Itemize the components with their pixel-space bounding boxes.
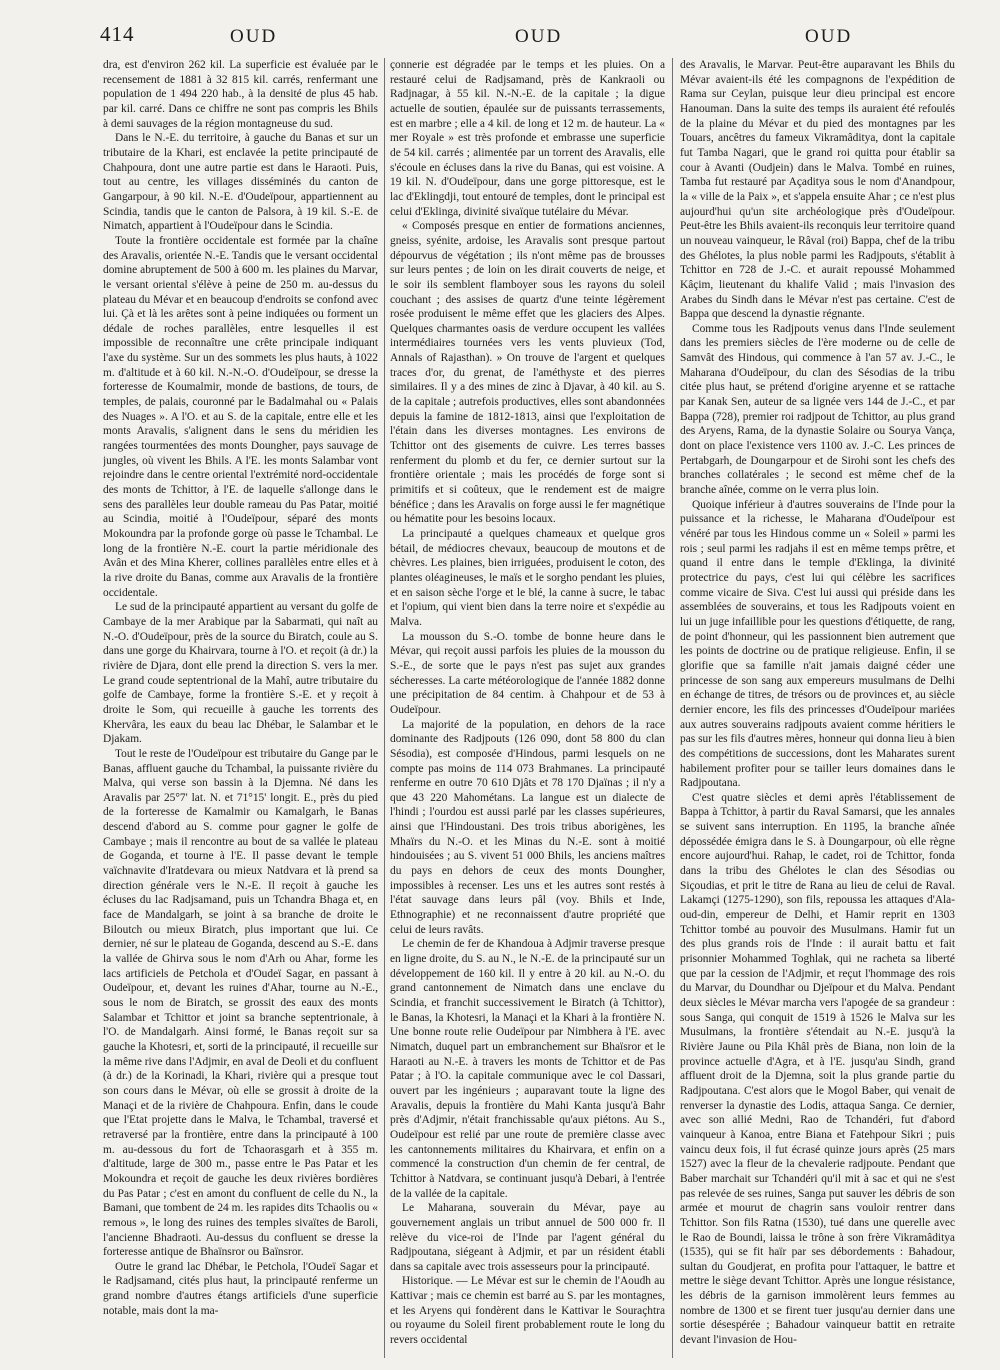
head-word-left: OUD xyxy=(230,26,278,47)
head-word-center: OUD xyxy=(515,26,563,47)
paragraph: Outre le grand lac Dhébar, le Petchola, l'Oudeï Sagar et le Radjsamand, cités plus haut, la principauté renferme un grand nombre d'autres étangs artificiels d'une superficie notable, mais dont la ma- xyxy=(103,1260,378,1317)
text-column-1 xyxy=(103,58,378,1358)
paragraph: Le sud de la principauté appartient au versant du golfe de Cambaye de la mer Arabique par la Sabarmati, qui naît au N.-O. d'Oudeïpour, près de la source du Biratch, coule au S. dans une gorge du Khairvara, tourne à l'O. et reçoit (à dr.) la rivière de Djara, dont elle prend la direction S. vers la mer. Le grand coude septentrional de la Mahî, autre tributaire du golfe de Cambaye, forme la frontière S.-E. et y reçoit à droite le Som, qui recueille à gauche les torrents des Khervâra, les eaux du beau lac Dhébar, le Salambar et le Djakam. xyxy=(103,601,378,746)
paragraph: çonnerie est dégradée par le temps et les pluies. On a restauré celui de Radjsamand, près de Kankraoli ou Radjnagar, à 55 kil. N.-N.-E. de la capitale ; la digue actuelle de soutien, épaulée sur de puissants terrassements, est en marbre ; elle a 4 kil. de long et 12 m. de hauteur. La « mer Royale » est très profonde et embrasse une superficie de 54 kil. carrés ; alimentée par un torrent des Aravalis, elle s'écoule en écluses dans la rive du Banas, qui est voisine. A 19 kil. N. d'Oudeïpour, dans une gorge pittoresque, est le lac d'Eklingdji, tout entouré de temples, dont le principal est celui d'Eklinga, divinité sivaïque tutélaire du Mévar. xyxy=(390,59,665,218)
paragraph: Le chemin de fer de Khandoua à Adjmir traverse presque en ligne droite, du S. au N., le N.-E. de la principauté sur un développement de 160 kil. Il y entre à 20 kil. au N.-O. du grand cantonnement de Nimatch dans une enclave du Scindia, et franchit successivement le Biratch (à Tchittor), le Banas, la Khotesri, la Manaçi et la Khari à la frontière N. Une bonne route relie Oudeïpour par Nimbhera à l'E. avec Nimatch, duquel part un embranchement sur Bhaïsror et le Haraoti au N.-E. à travers les monts de Tchittor et de Pas Patar ; à l'O. la capitale communique avec le col Dassari, ouvert par les ingénieurs ; auparavant toute la ligne des Aravalis, depuis la frontière du Mahi Kanta jusqu'à Bahr près d'Adjmir, n'était franchissable qu'aux piétons. Au S., Oudeïpour est relié par une route de première classe avec les cantonnements militaires du Khairvara, et enfin on a commencé la construction d'un chemin de fer central, de Tchittor à Natdvara, se continuant jusqu'à Debari, à l'entrée de la vallée de la capitale. xyxy=(390,938,665,1200)
running-header xyxy=(100,22,980,52)
paragraph: Tout le reste de l'Oudeïpour est tributaire du Gange par le Banas, affluent gauche du Tchambal, la puissante rivière du Malva, qui verse son bassin à la Djemna. Né dans les Aravalis par 25°7' lat. N. et 71°15' longit. E., près du pied de la forteresse de Kamalmir ou Kamalgarh, le Banas descend d'abord au S. comme pour gagner le golfe de Cambaye ; mais il rencontre au bout de sa vallée le plateau de Goganda, et tourne à l'E. Il passe devant le temple vaïchnavite d'Iratdevara ou mieux Natdvara et là prend sa direction générale vers le N.-E. Il reçoit à gauche les écluses du lac Radjsamand, puis un Tchandra Bhaga et, en face de Mandalgarh, se joint à sa branche de droite le Biloutch ou mieux Biratch, plus important que lui. Ce dernier, né sur le plateau de Goganda, descend au S.-E. dans la vallée de Ghirva sous le nom d'Arh ou Ahar, forme les lacs artificiels de Petchola et d'Oudeï Sagar, en passant à Oudeïpour, et, devant les ruines d'Ahar, tourne au N.-E., sous le nom de Biratch, se grossit des eaux des monts Salambar et Tchittor et joint sa branche septentrionale, à l'O. de Mandalgarh. Ainsi formé, le Banas reçoit sur sa gauche la Khotesri, et, sorti de la principauté, il recueille sur la même rive dans l'Adjmir, en aval de Deoli et du confluent (à dr.) de la Korinadi, la Khari, rivière qui a presque tout son cours dans le Mévar, où elle se grossit à droite de la Manaçi et de la rivière de Chahpoura. Enfin, dans le coude que l'Etat projette dans le Malva, le Tchambal, traversé et retraversé par la frontière, entre dans la principauté à 100 m. au-dessous du fort de Tchaorasgarh et à 355 m. d'altitude, large de 300 m., passe entre le Pas Patar et les Mokoundra et reçoit de gauche les deux rivières bordières du Pas Patar ; c'est en amont du confluent de celle du N., la Bamani, que tombent de 24 m. les rapides dits Tchaolis ou « remous », le long des ruines des temples sivaïtes de Baroli, l'ancienne Bhadraoti. Au-dessus du confluent se dresse la forteresse antique de Bhaïnsror ou Baïnsror. xyxy=(103,747,378,1259)
page-number: 414 xyxy=(100,22,135,46)
paragraph: des Aravalis, le Marvar. Peut-être auparavant les Bhils du Mévar avaient-ils été les compagnons de l'expédition de Rama sur Ceylan, puisque leur dieu principal est encore Hanouman. Dans la suite des temps ils auraient été refoulés de la plaine du Mévar et du pied des montagnes par les Touars, ancêtres du fameux Vikramâditya, dont la capitale fut Tamba Nagari, que le grand roi quitta pour établir sa cour à Avanti (Oudjein) dans le Malva. Tombé en ruines, Tamba fut restauré par Açaditya sous le nom d'Anandpour, la « ville de la Paix », et s'appela ensuite Ahar ; ce n'est plus aujourd'hui qu'un site archéologique près d'Oudeïpour. Peut-être les Bhils avaient-ils reconquis leur territoire quand un nouveau vainqueur, le Râval (roi) Bappa, chef de la tribu des Ghélotes, la plus noble parmi les Radjpouts, s'établit à Tchittor en 728 de J.-C. et aurait repoussé Mohammed Kâçim, lieutenant du khalife Valid ; mais l'invasion des Arabes du Sindh dans le Mévar n'est pas certaine. C'est de Bappa que descend la dynastie régnante. xyxy=(680,59,955,321)
text-column-2 xyxy=(390,58,665,1358)
head-word-right: OUD xyxy=(805,26,853,47)
paragraph: Dans le N.-E. du territoire, à gauche du Banas et sur un tributaire de la Khari, est enclavée la petite principauté de Chahpoura, dont une autre partie est dans le Haraoti. Puis, tout au centre, les villages disséminés du canton de Gangarpour, à 90 kil. N.-E. d'Oudeïpour, appartiennent au Scindia, tandis que le canton de Palsora, à 19 kil. S.-E. de Nimatch, appartient à l'Oudeïpour dans le Scindia. xyxy=(103,132,378,233)
paragraph: Quoique inférieur à d'autres souverains de l'Inde pour la puissance et la richesse, le Maharana d'Oudeïpour est vénéré par tous les Hindous comme un « Soleil » parmi les rois ; seul parmi les radjahs il est en même temps prêtre, et quand il entre dans le temple d'Eklinga, la divinité protectrice du pays, c'est lui qui célèbre les sacrifices comme vicaire de Siva. C'est lui aussi qui préside dans les assemblées de souverains, et tous les Radjpouts voient en lui un juge infaillible pour les questions d'étiquette, de rang, de point d'honneur, qui les passionnent bien autrement que les points de doctrine ou de pratique religieuse. Enfin, il se glorifie que sa famille n'ait jamais daigné céder une princesse de son sang aux empereurs musulmans de Delhi en échange de titres, de trésors ou de provinces et, au siècle dernier encore, les fils des princesses d'Oudeïpour mariées aux autres souverains radjpouts avaient comme héritiers le pas sur les fils d'autres mères, honneur qui donna lieu à bien des compétitions de successions, dont les Maharates surent habilement profiter pour se tailler leurs domaines dans le Radjpoutana. xyxy=(680,498,955,790)
paragraph: La majorité de la population, en dehors de la race dominante des Radjpouts (126 090, dont 58 800 du clan Sésodia), est composée d'Hindous, parmi lesquels on ne compte pas moins de 114 073 Brahmanes. La principauté renferme en outre 70 610 Djâts et 78 170 Djaïnas ; il n'y a que 43 220 Mahométans. La langue est un dialecte de l'hindi ; l'ourdou est aussi parlé par les classes supérieures, ainsi que l'Hindoustani. Des trois tribus aborigènes, les Mhaïrs du N.-O. et les Minas du N.-E. sont à moitié hindouisées ; au S. vivent 51 000 Bhils, les anciens maîtres du pays en dehors de ceux des monts Doungher, impossibles à recenser. Les uns et les autres sont restés à l'état sauvage dans leurs pâl (voy. Bhils et Inde, Ethnographie) et ne reconnaissent d'autre propriété que celui de leurs ravâts. xyxy=(390,718,665,936)
paragraph: Historique. — Le Mévar est sur le chemin de l'Aoudh au Kattivar ; mais ce chemin est barré au S. par les montagnes, et les Aryens qui fondèrent dans le Kattivar le Souraçhtra ou royaume du Soleil firent probablement route le long du revers occidental xyxy=(390,1275,665,1347)
text-column-3 xyxy=(680,58,955,1358)
paragraph: Comme tous les Radjpouts venus dans l'Inde seulement dans les premiers siècles de l'ère moderne ou de celle de Samvât des Hindous, qui commence à l'an 57 av. J.-C., le Maharana d'Oudeïpour, du clan des Sésodias de la tribu citée plus haut, se prétend d'origine aryenne et se rattache par Kanak Sen, auteur de sa lignée vers 144 de J.-C., et par Bappa (728), premier roi radjpout de Tchittor, au plus grand des Aryens, Rama, de la dynastie Solaire ou Sourya Vança, dont on place l'existence vers 1100 av. J.-C. Les princes de Pertabgarh, de Doungarpour et de Sirohi sont les chefs des branches collatérales ; le second est même chef de la branche aînée, comme on le verra plus loin. xyxy=(680,322,955,497)
paragraph: « Composés presque en entier de formations anciennes, gneiss, syénite, ardoise, les Aravalis sont presque partout dépourvus de végétation ; ils n'ont même pas de brousses sur leurs pentes ; de loin on les dirait couverts de neige, et le soir ils semblent flamboyer sous les rayons du soleil couchant ; des assises de quartz d'une teinte légèrement rosée produisent le même effet que les glaciers des Alpes. Quelques charmantes oasis de verdure occupent les vallées intermédiaires tournées vers les vents pluvieux (Tod, Annals of Rajasthan). » On trouve de l'argent et quelques traces d'or, du grenat, de l'améthyste et des pierres similaires. Il y a des mines de zinc à Djavar, à 40 kil. au S. de la capitale ; autrefois productives, elles sont abandonnées depuis la famine de 1812-1813, ainsi que l'exploitation de l'étain dans les diverses montagnes. Les environs de Tchittor ont des gisements de cuivre. Les terres basses renferment du plomb et du fer, ce dernier surtout sur la frontière orientale ; mais les procédés de forge sont si primitifs et si coûteux, que le rendement est de maigre bénéfice ; dans les Aravalis on forge aussi le fer magnétique ou hématite pour les besoins locaux. xyxy=(390,220,665,526)
column-divider xyxy=(672,58,673,1358)
paragraph: Le Maharana, souverain du Mévar, paye au gouvernement anglais un tribut annuel de 500 000 fr. Il relève du vice-roi de l'Inde par l'agent général du Radjpoutana, siégeant à Adjmir, et par un résident établi dans sa capitale avec trois assesseurs pour la principauté. xyxy=(390,1202,665,1273)
paragraph: dra, est d'environ 262 kil. La superficie est évaluée par le recensement de 1881 à 32 815 kil. carrés, renfermant une population de 1 494 220 hab., à la densité de plus 45 hab. par kil. carré. Dans ce chiffre ne sont pas compris les Bhils à demi sauvages de la région montagneuse du sud. xyxy=(103,59,378,130)
column-divider xyxy=(384,58,385,1358)
paragraph: C'est quatre siècles et demi après l'établissement de Bappa à Tchittor, à partir du Raval Samarsi, que les annales se suivent sans interruption. En 1195, la branche aînée dépossédée émigra dans le S. à Doungarpour, où elle règne encore aujourd'hui. Rahap, le cadet, roi de Tchittor, fonda dans la tribu des Ghélotes le clan des Sésodias ou Siçoudias, et prit le titre de Rana au lieu de celui de Raval. Lakamçi (1275-1290), son fils, repoussa les attaques d'Ala-oud-din, empereur de Delhi, et Hamir reprit en 1303 Tchittor tombé au pouvoir des Musulmans. Hamir fut un des plus grands rois de l'Inde : il aurait battu et fait prisonnier Mohammed Toghlak, qui ne racheta sa liberté que par la cession de l'Adjmir, et reçut l'hommage des rois du Marvar, du Doundhar ou Djeïpour et du Malva. Pendant deux siècles le Mévar marcha vers l'apogée de sa grandeur : sous Sanga, qui conquit de 1519 à 1526 le Malva sur les Musulmans, la frontière s'étendait au N.-E. jusqu'à la Rivière Jaune ou Pila Khâl près de Biana, non loin de la province actuelle d'Agra, et à l'E. jusqu'au Sindh, grand affluent droit de la Djemna, soit la plus grande partie du Radjpoutana. C'est alors que le Mogol Baber, qui venait de renverser la dynastie des Lodis, attaqua Sanga. Ce dernier, avec son allié Medni, Rao de Tchandéri, fut d'abord vainqueur à Kanoa, entre Biana et Fatehpour Sikri ; puis vaincu deux fois, il fut écrasé quinze jours après (25 mars 1527) avec la fleur de la chevalerie radjpoute. Pendant que Baber marchait sur Tchandéri qu'il mit à sac et qui ne s'est pas relevée de ses ruines, Sanga put sauver les débris de son armée et mourut de chagrin sans vouloir rentrer dans Tchittor. Son fils Ratna (1530), tué dans une querelle avec le Rao de Boundi, laissa le trône à son frère Vikramâditya (1535), qui se fit haïr par ses débordements : Bahadour, sultan du Goudjerat, en profita pour l'attaquer, le battre et mettre le siège devant Tchittor. Après une longue résistance, les débris de la garnison immolèrent leurs femmes au nombre de 1300 et se firent tuer jusqu'au dernier dans une sortie désespérée ; Bahadour vainqueur battit en retraite devant l'invasion de Hou- xyxy=(680,791,955,1347)
paragraph: La principauté a quelques chameaux et quelque gros bétail, de médiocres chevaux, beaucoup de moutons et de chèvres. Les plaines, bien irriguées, produisent le coton, des plantes oléagineuses, le maïs et le sorgho pendant les pluies, et en saison sèche l'orge et le blé, la canne à sucre, le tabac et l'opium, qui vient bien dans la terre noire et s'expédie au Malva. xyxy=(390,528,665,628)
paragraph: La mousson du S.-O. tombe de bonne heure dans le Mévar, qui reçoit aussi parfois les pluies de la mousson du S.-E., de sorte que le pays n'est pas sujet aux grandes sécheresses. La carte météorologique de l'année 1882 donne une précipitation de 84 centim. à Chahpour et de 53 à Oudeïpour. xyxy=(390,630,665,716)
paragraph: Toute la frontière occidentale est formée par la chaîne des Aravalis, orientée N.-E. Tandis que le versant occidental domine abruptement de 500 à 600 m. les plaines du Marvar, le versant oriental s'élève à peine de 250 m. au-dessus du plateau du Mévar et en beaucoup d'endroits se confond avec lui. Çà et là les arêtes sont à peine indiquées ou forment un dédale de roches parallèles, entre lesquelles il est impossible de reconnaître une crête principale indiquant l'axe du système. Sur un des sommets les plus hauts, à 1022 m. d'altitude et à 60 kil. N.-N.-O. d'Oudeïpour, se dresse la forteresse de Koumalmir, monde de bastions, de tours, de temples, de palais, couronné par le Badalmahal ou « Palais des Nuages ». A l'O. et au S. de la capitale, entre elle et les monts Aravalis, s'alignent dans le sens du méridien les rangées tourmentées des monts Doungher, pays sauvage de jungles, où vivent les Bhils. A l'E. les monts Salambar vont rejoindre dans le centre oriental l'extrémité nord-occidentale des monts de Tchittor, à l'E. de laquelle s'allonge dans le sens des parallèles leur double rameau du Pas Patar, moitié au Scindia, moitié à l'Oudeïpour, séparé des monts Mokoundra par la profonde gorge où passe le Tchambal. Le long de la frontière N.-E. court la partie méridionale des Avân et des Mina Kherer, collines parallèles entre elles et à la rive droite du Banas, comme aux Aravalis de la frontière occidentale. xyxy=(103,234,378,599)
